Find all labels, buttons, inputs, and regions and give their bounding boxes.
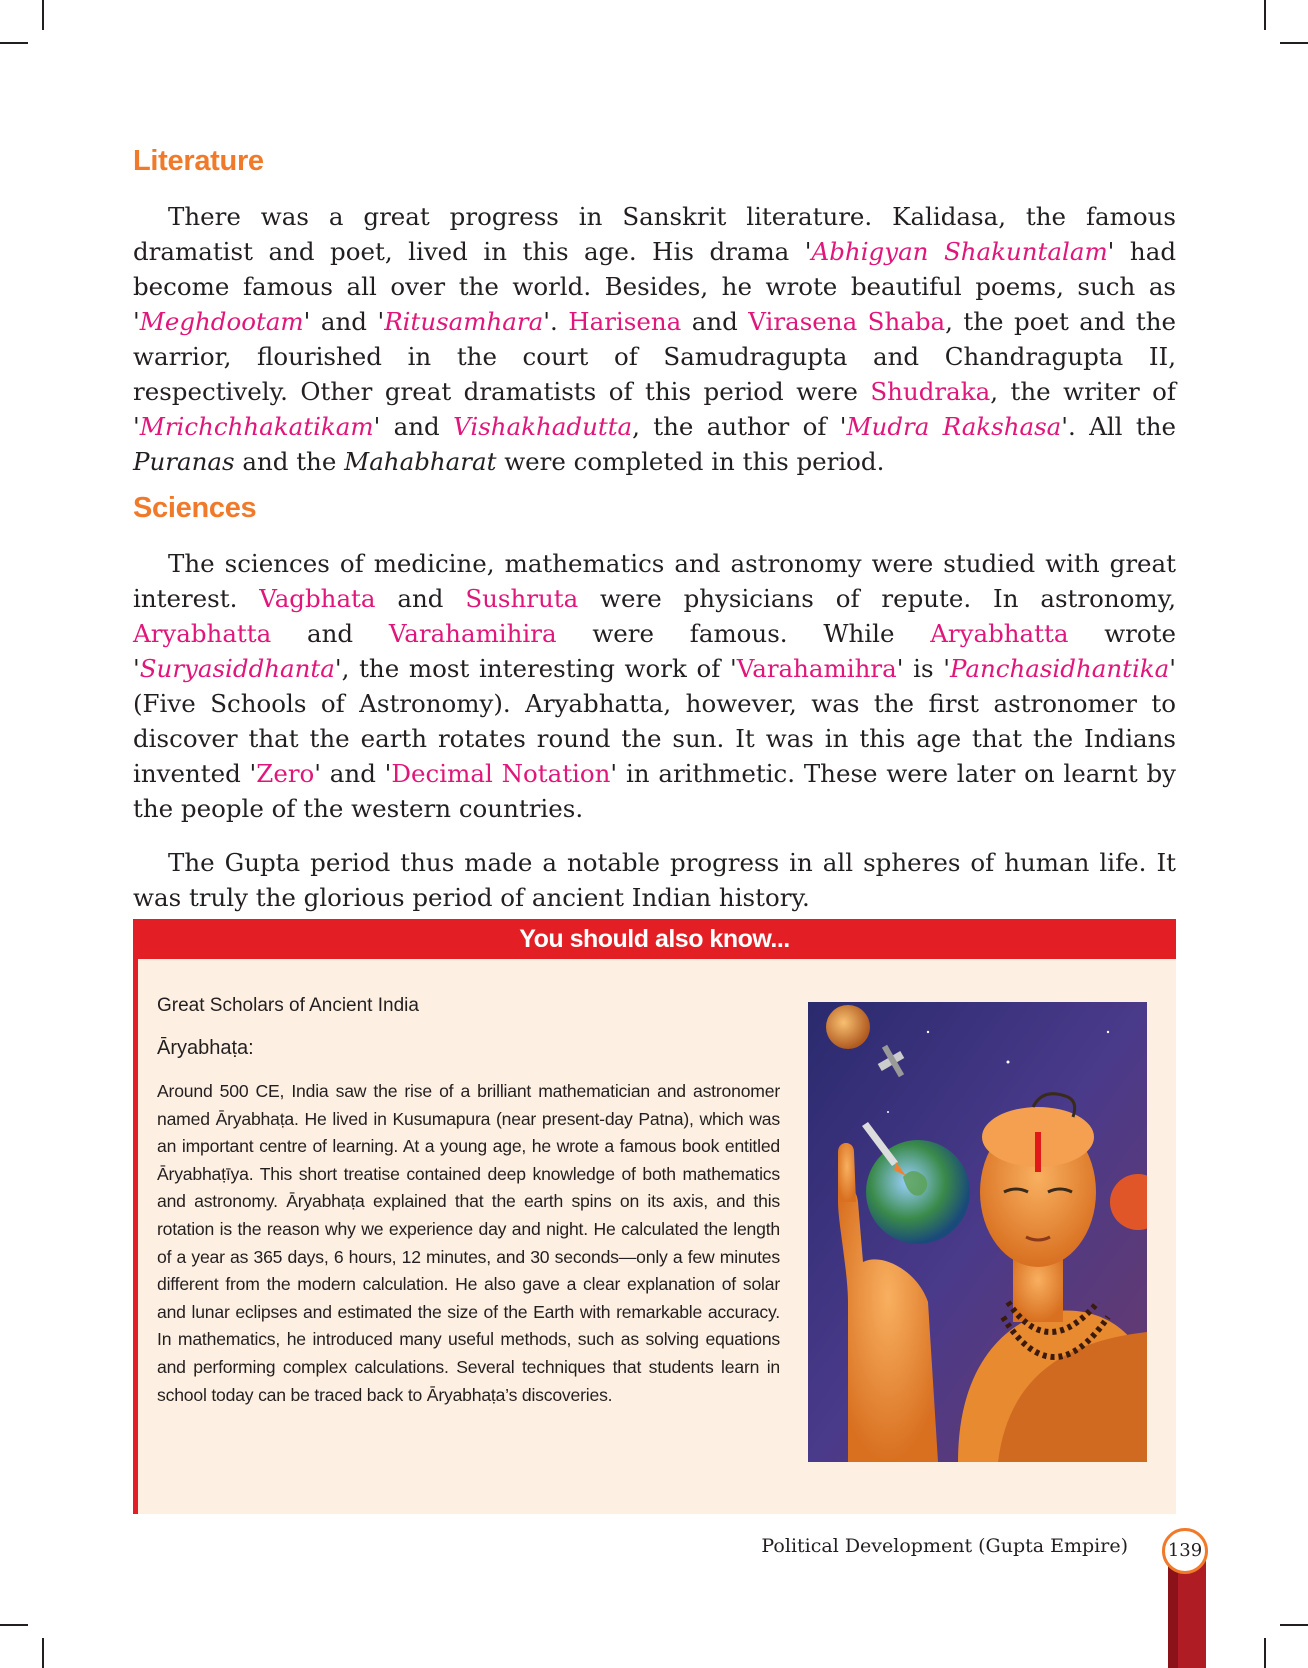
highlight-term: Varahamihira xyxy=(388,619,557,648)
text-run: ' and ' xyxy=(303,307,385,336)
crop-mark xyxy=(42,1638,44,1668)
highlight-term: Virasena Shaba xyxy=(748,307,946,336)
highlight-term: Aryabhatta xyxy=(930,619,1069,648)
highlight-term: Aryabhatta xyxy=(133,619,272,648)
highlight-term: Ritusamhara xyxy=(384,307,544,336)
text-run: wrote ' xyxy=(133,619,1176,683)
italic-term: Mahabharat xyxy=(344,447,497,476)
scholar-description: Around 500 CE, India saw the rise of a brilliant mathematician and astronomer named Āryabhaṭa. He lived in Kusumapura (near present-day Patna), which was an important centre of learning. At a young age, he wrote a famous book entitled Āryabhaṭīya. This short treatise contained deep knowledge of both mathematics and astronomy. Āryabhaṭa explained that the earth spins on its axis, and this rotation is the reason why we experience day and night. He calculated the length of a year as 365 days, 6 hours, 12 minutes, and 30 seconds—only a few minutes different from the modern calculation. He also gave a clear explanation of solar and lunar eclipses and estimated the size of the Earth with remarkable accuracy. In mathematics, he introduced many useful methods, such as solving equations and performing complex calculations. Several techniques that students learn in school today can be traced back to Āryabhaṭa’s discoveries. xyxy=(157,1081,780,1405)
page-tab xyxy=(1166,1560,1208,1668)
chapter-title: Political Development (Gupta Empire) xyxy=(761,1535,1128,1557)
text-run: ' is ' xyxy=(896,654,950,683)
highlight-term: Mudra Rakshasa xyxy=(846,412,1062,441)
text-run: and xyxy=(375,584,466,613)
page-number: 139 xyxy=(1162,1528,1208,1574)
highlight-term: Mrichchhakatikam xyxy=(139,412,374,441)
text-run: and xyxy=(681,307,749,336)
crop-mark xyxy=(0,42,28,44)
italic-term: Puranas xyxy=(133,447,235,476)
text-run: ' and ' xyxy=(314,759,392,788)
crop-mark xyxy=(1280,1624,1308,1626)
highlight-term: Decimal Notation xyxy=(391,759,611,788)
crop-mark xyxy=(1264,0,1266,30)
literature-paragraph xyxy=(133,199,1176,479)
text-run: ', the most interesting work of ' xyxy=(334,654,737,683)
highlight-term: Panchasidhantika xyxy=(949,654,1170,683)
highlight-term: Meghdootam xyxy=(139,307,304,336)
text-run: and the xyxy=(234,447,345,476)
text-run: There was a great progress in Sanskrit literature. Kalidasa, the famous dramatist and poet, lived in this age. His drama ' xyxy=(133,202,1176,266)
sciences-heading: Sciences xyxy=(133,492,257,524)
highlight-term: Abhigyan Shakuntalam xyxy=(811,237,1108,266)
text-run: ' had become famous all over the world. Besides, he wrote beautiful poems, such as ' xyxy=(133,237,1176,336)
crop-mark xyxy=(1280,42,1308,44)
planet-icon xyxy=(826,1005,870,1049)
crop-mark xyxy=(1264,1638,1266,1668)
aryabhata-portrait xyxy=(808,1002,1147,1462)
text-run: were physicians of repute. In astronomy, xyxy=(578,584,1176,613)
info-box-subtitle: Great Scholars of Ancient India xyxy=(157,995,419,1016)
conclusion-paragraph: The Gupta period thus made a notable progress in all spheres of human life. It was truly the glorious period of ancient Indian history. xyxy=(133,848,1176,912)
info-box-header: You should also know... xyxy=(133,919,1176,959)
text-run: ' (Five Schools of Astronomy). Aryabhatta, however, was the first astronomer to discover that the earth rotates round the sun. It was in this age that the Indians invented ' xyxy=(133,654,1176,788)
highlight-term: Harisena xyxy=(568,307,682,336)
text-run: The sciences of medicine, mathematics and astronomy were studied with great interest. xyxy=(133,549,1176,613)
highlight-term: Vishakhadutta xyxy=(453,412,633,441)
highlight-term: Sushruta xyxy=(465,584,579,613)
text-run: ' and xyxy=(373,412,454,441)
text-run: , the author of ' xyxy=(632,412,847,441)
text-run: were famous. While xyxy=(556,619,931,648)
highlight-term: Suryasiddhanta xyxy=(139,654,335,683)
sciences-paragraph xyxy=(133,546,1176,826)
text-run: , the poet and the warrior, flourished in the court of Samudragupta and Chandragupta II, respectively. Other great dramatists of this period were xyxy=(133,307,1176,406)
text-run: '. All the xyxy=(1061,412,1176,441)
text-run: and xyxy=(271,619,389,648)
crop-mark xyxy=(42,0,44,30)
crop-mark xyxy=(0,1624,28,1626)
text-run: ' in arithmetic. These were later on learnt by the people of the western countries. xyxy=(133,759,1176,823)
highlight-term: Zero xyxy=(256,759,315,788)
highlight-term: Varahamihra xyxy=(736,654,897,683)
literature-heading: Literature xyxy=(133,145,264,177)
highlight-term: Vagbhata xyxy=(259,584,376,613)
text-run: were completed in this period. xyxy=(496,447,885,476)
scholar-name: Āryabhaṭa: xyxy=(157,1037,254,1059)
highlight-term: Shudraka xyxy=(870,377,991,406)
text-run: , the writer of ' xyxy=(133,377,1176,441)
text-run: '. xyxy=(543,307,569,336)
